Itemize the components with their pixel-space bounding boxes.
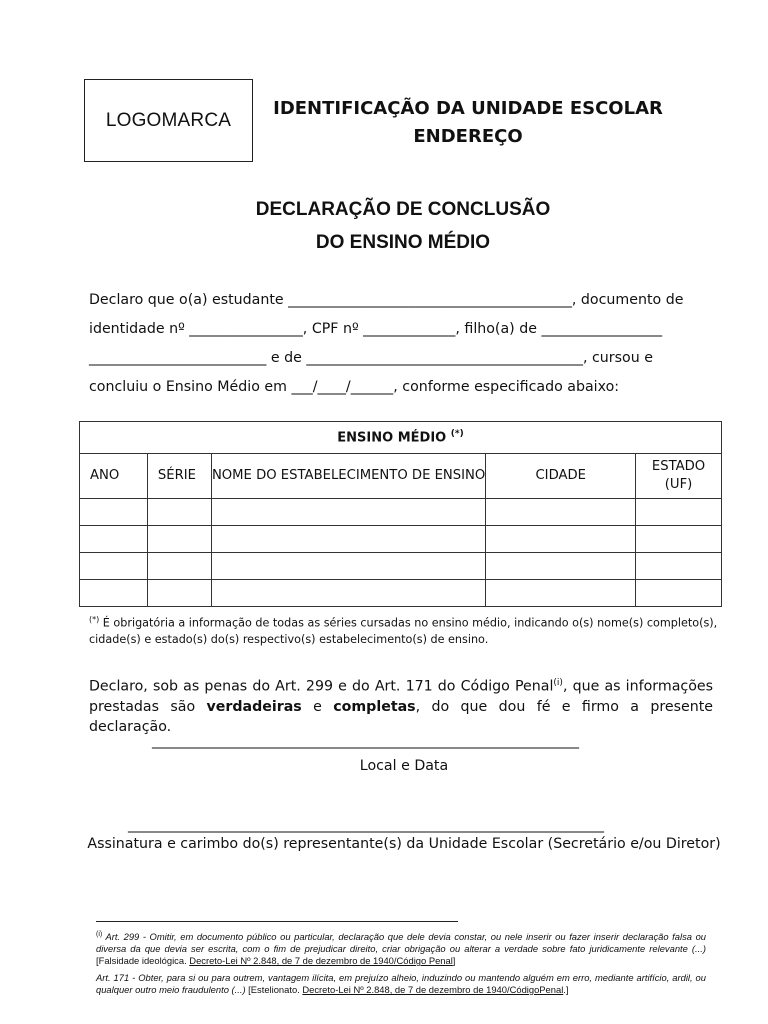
footnote-art-299-bracket: [Falsidade ideológica. [96, 955, 190, 967]
column-header-cidade: CIDADE [486, 454, 636, 499]
footnote-art-171 [96, 972, 706, 996]
table-cell-estabelecimento[interactable] [211, 553, 486, 580]
table-title [80, 422, 722, 454]
column-header-estabelecimento: NOME DO ESTABELECIMENTO DE ENSINO [211, 454, 486, 499]
table-cell-cidade[interactable] [486, 526, 636, 553]
table-cell-estabelecimento[interactable] [211, 580, 486, 607]
document-title-line1: DECLARAÇÃO DE CONCLUSÃO [255, 199, 551, 220]
footnote-art-171-bracket: [Estelionato. [245, 984, 303, 995]
table-cell-estado[interactable] [636, 553, 722, 580]
logo-placeholder-text: LOGOMARCA [105, 109, 232, 131]
legal-declaration-part4: , do que dou fé e firmo a presente declaração. [89, 698, 713, 735]
table-title-marker: (*) [450, 429, 464, 440]
table-cell-ano[interactable] [80, 499, 148, 526]
legal-declaration-bold-true: verdadeiras [206, 698, 302, 715]
table-cell-serie[interactable] [147, 553, 211, 580]
table-cell-ano[interactable] [80, 580, 148, 607]
table-row [80, 499, 722, 526]
legal-declaration-part3: e [301, 698, 334, 715]
table-title-text: ENSINO MÉDIO [337, 430, 447, 446]
declaration-line-3: _________________________ e de _______________________________________, cursou e [89, 350, 653, 366]
document-title-line2: DO ENSINO MÉDIO [315, 232, 491, 253]
footnote-art-299-marker: (i) [96, 931, 103, 938]
table-cell-serie[interactable] [147, 580, 211, 607]
declaration-line-2: identidade nº ________________, CPF nº _____________, filho(a) de _________________ [89, 321, 663, 337]
signature-label: Assinatura e carimbo do(s) representante(s) da Unidade Escolar (Secretário e/ou Diretor) [87, 836, 721, 852]
column-header-estado: ESTADO (UF) [636, 454, 722, 499]
school-header [268, 95, 668, 151]
footnote-art-171-close: .] [563, 984, 569, 995]
table-cell-ano[interactable] [80, 526, 148, 553]
footnote-divider [96, 921, 458, 922]
table-cell-estado[interactable] [636, 499, 722, 526]
place-date-line[interactable]: _____________________________________________________________ [152, 733, 579, 749]
footnote-art-171-text: Art. 171 - Obter, para si ou para outrem, vantagem ilícita, em prejuízo alheio, induzindo ou mantendo alguém em erro, mediante artifício, ardil, ou qualquer outro meio fraudulento (...) [96, 972, 706, 995]
ensino-medio-table [79, 421, 722, 607]
logo-placeholder [84, 79, 253, 162]
table-title-row [80, 422, 722, 454]
footnote-art-299-law: Decreto-Lei Nº 2.848, de 7 de dezembro de 1940/Código Penal [189, 955, 453, 967]
table-cell-cidade[interactable] [486, 580, 636, 607]
column-header-serie: SÉRIE [147, 454, 211, 499]
table-row [80, 553, 722, 580]
table-footnote [89, 612, 719, 648]
legal-declaration-part2: , que as informações prestadas são [89, 678, 713, 715]
table-footnote-text: É obrigatória a informação de todas as séries cursadas no ensino médio, indicando o(s) nome(s) completo(s), cidade(s) e estado(s) do(s) respectivo(s) estabelecimento(s) de ensino. [89, 616, 718, 646]
table-cell-cidade[interactable] [486, 499, 636, 526]
student-declaration-paragraph [89, 286, 717, 402]
footnote-art-299 [96, 929, 706, 967]
table-row [80, 580, 722, 607]
column-header-ano: ANO [80, 454, 148, 499]
legal-declaration-marker: (i) [553, 678, 563, 688]
declaration-line-4: concluiu o Ensino Médio em ___/____/______, conforme especificado abaixo: [89, 379, 620, 395]
table-cell-ano[interactable] [80, 553, 148, 580]
table-cell-estabelecimento[interactable] [211, 499, 486, 526]
table-cell-estado[interactable] [636, 580, 722, 607]
legal-declaration [89, 673, 713, 737]
table-cell-serie[interactable] [147, 526, 211, 553]
table-header-row [80, 454, 722, 499]
table-cell-estado[interactable] [636, 526, 722, 553]
school-address: ENDEREÇO [413, 126, 523, 147]
document-title [160, 193, 646, 259]
signature-line[interactable]: ____________________________________________________________________ [128, 817, 604, 833]
declaration-line-1: Declaro que o(a) estudante ________________________________________, documento de [89, 292, 684, 308]
table-row [80, 526, 722, 553]
footnote-art-299-text: Art. 299 - Omitir, em documento público ou particular, declaração que dele devia constar, ou nele inserir ou fazer inserir declaração falsa ou diversa da que devia ser escrita, com o fim de prejudicar direito, criar obrigação ou alterar a verdade sobre fato juridicamente relevante (...) [96, 931, 706, 955]
school-identification: IDENTIFICAÇÃO DA UNIDADE ESCOLAR [273, 98, 663, 119]
table-cell-serie[interactable] [147, 499, 211, 526]
legal-declaration-bold-complete: completas [333, 698, 416, 715]
footnote-art-171-law: Decreto-Lei Nº 2.848, de 7 de dezembro de 1940/CódigoPenal [302, 984, 564, 995]
table-footnote-marker: (*) [89, 615, 100, 624]
table-cell-estabelecimento[interactable] [211, 526, 486, 553]
place-date-label: Local e Data [359, 758, 449, 774]
footnote-art-299-close: ] [452, 955, 456, 967]
table-cell-cidade[interactable] [486, 553, 636, 580]
legal-declaration-part1: Declaro, sob as penas do Art. 299 e do Art. 171 do Código Penal [89, 678, 554, 695]
